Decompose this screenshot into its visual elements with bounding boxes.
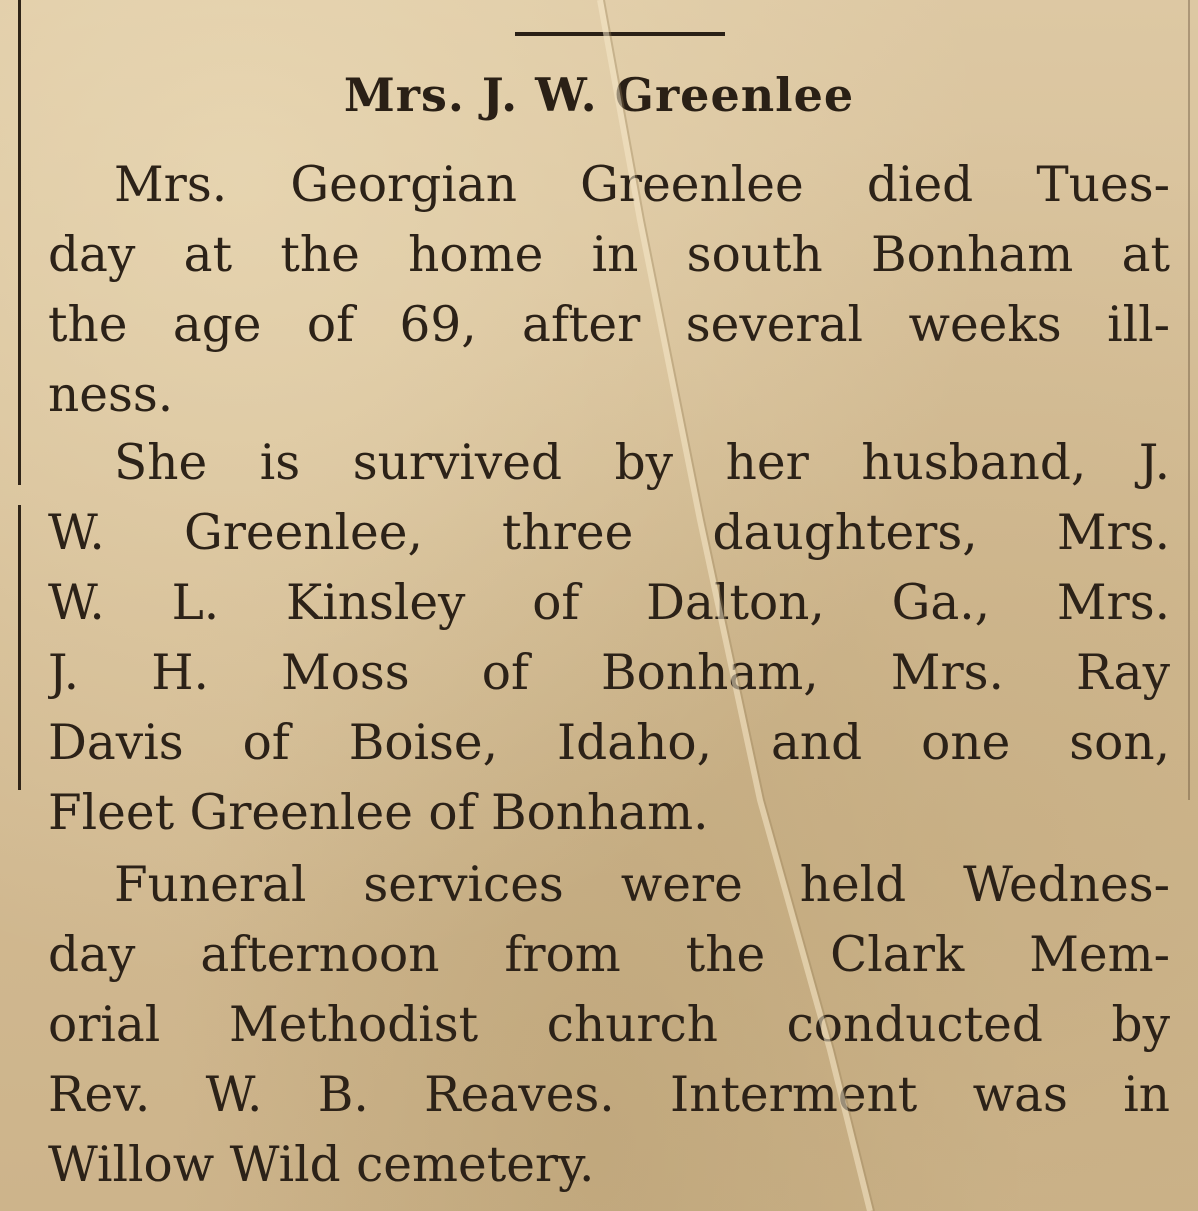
text-line: Willow Wild cemetery. bbox=[48, 1137, 595, 1193]
text-line: She is survived by her husband, J. bbox=[114, 435, 1170, 491]
text-line: Mrs. Georgian Greenlee died Tues- bbox=[114, 157, 1170, 213]
paragraph-funeral bbox=[48, 850, 1170, 1200]
paragraph-survivors bbox=[48, 428, 1170, 848]
section-divider bbox=[515, 32, 725, 36]
text-line: J. H. Moss of Bonham, Mrs. Ray bbox=[48, 645, 1170, 701]
column-rule-bottom bbox=[18, 505, 21, 790]
text-line: Fleet Greenlee of Bonham. bbox=[48, 785, 709, 841]
text-line: Davis of Boise, Idaho, and one son, bbox=[48, 715, 1170, 771]
text-line: W. Greenlee, three daughters, Mrs. bbox=[48, 505, 1170, 561]
text-line: orial Methodist church conducted by bbox=[48, 997, 1170, 1053]
text-line: the age of 69, after several weeks ill- bbox=[48, 297, 1170, 353]
paragraph-death-notice bbox=[48, 150, 1170, 430]
text-line: W. L. Kinsley of Dalton, Ga., Mrs. bbox=[48, 575, 1170, 631]
text-line: Funeral services were held Wednes- bbox=[114, 857, 1170, 913]
text-line: day at the home in south Bonham at bbox=[48, 227, 1170, 283]
text-line: Rev. W. B. Reaves. Interment was in bbox=[48, 1067, 1170, 1123]
obituary-headline: Mrs. J. W. Greenlee bbox=[343, 68, 855, 122]
text-line: day afternoon from the Clark Mem- bbox=[48, 927, 1170, 983]
text-line: ness. bbox=[48, 367, 174, 423]
